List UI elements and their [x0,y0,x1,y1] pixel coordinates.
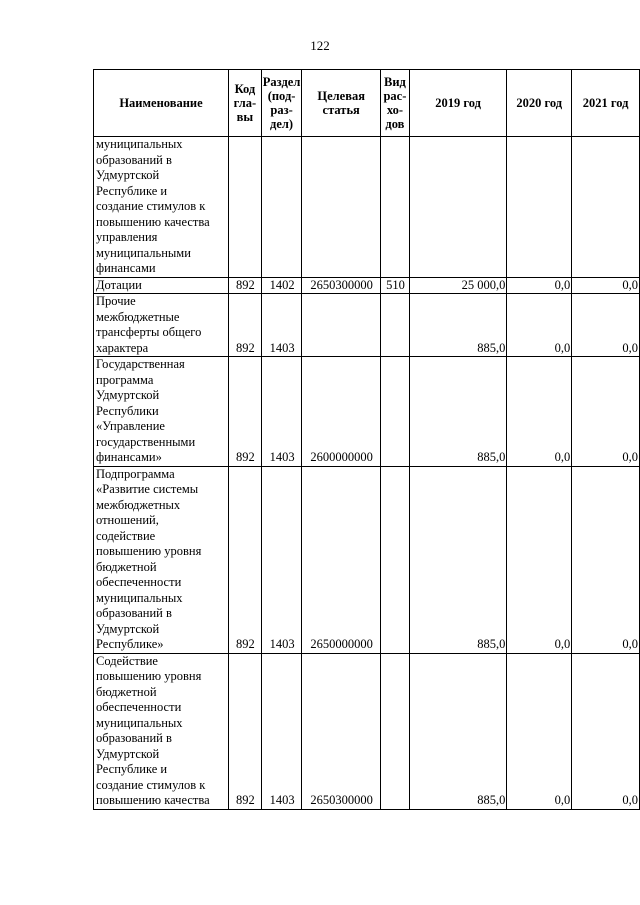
page-number: 122 [310,38,330,53]
row-section: 1403 [261,466,302,653]
row-value-2019: 885,0 [409,294,506,357]
row-chapter-code: 892 [229,653,262,809]
row-section: 1403 [261,357,302,467]
row-value-2019: 25 000,0 [409,277,506,294]
row-name: Государственная программа Удмуртской Республики «Управление государственными финансами» [94,357,229,467]
row-value-2020: 0,0 [507,357,572,467]
row-name: муниципальных образований в Удмуртской Республике и создание стимулов к повышению качества управления муниципальными финансами [94,137,229,278]
column-header-expense-type: Вид рас- хо- дов [380,70,409,137]
row-expense-type [380,466,409,653]
row-target-article: 2600000000 [302,357,381,467]
row-value-2021: 0,0 [572,466,640,653]
row-value-2020: 0,0 [507,294,572,357]
row-target-article: 2650300000 [302,277,381,294]
row-value-2021: 0,0 [572,653,640,809]
column-header-chapter-code: Код гла- вы [229,70,262,137]
row-target-article [302,137,381,278]
row-target-article: 2650300000 [302,653,381,809]
row-name: Подпрограмма «Развитие системы межбюджетных отношений, содействие повышению уровня бюджетной обеспеченности муниципальных образований в Удмуртской Республике» [94,466,229,653]
table-row [94,137,640,278]
row-section [261,137,302,278]
row-target-article [302,294,381,357]
column-header-target-article: Целевая статья [302,70,381,137]
row-value-2019: 885,0 [409,357,506,467]
row-value-2021: 0,0 [572,294,640,357]
row-value-2020: 0,0 [507,466,572,653]
row-expense-type [380,357,409,467]
row-expense-type [380,137,409,278]
row-target-article: 2650000000 [302,466,381,653]
table-row [94,277,640,294]
column-header-section: Раздел (под- раз- дел) [261,70,302,137]
row-value-2020: 0,0 [507,653,572,809]
row-value-2019 [409,137,506,278]
row-chapter-code: 892 [229,277,262,294]
table-row [94,653,640,809]
row-value-2021: 0,0 [572,277,640,294]
row-value-2020: 0,0 [507,277,572,294]
row-section: 1402 [261,277,302,294]
budget-table [93,69,640,810]
row-name: Дотации [94,277,229,294]
table-header-row [94,70,640,137]
row-section: 1403 [261,653,302,809]
row-value-2021: 0,0 [572,357,640,467]
row-expense-type [380,653,409,809]
row-name: Прочие межбюджетные трансферты общего характера [94,294,229,357]
row-section: 1403 [261,294,302,357]
table-row [94,466,640,653]
row-chapter-code [229,137,262,278]
row-value-2019: 885,0 [409,466,506,653]
column-header-2019: 2019 год [409,70,506,137]
column-header-2020: 2020 год [507,70,572,137]
column-header-name: Наименование [94,70,229,137]
row-chapter-code: 892 [229,466,262,653]
row-expense-type [380,294,409,357]
row-name: Содействие повышению уровня бюджетной обеспеченности муниципальных образований в Удмуртской Республике и создание стимулов к повышению качества [94,653,229,809]
table-row [94,294,640,357]
column-header-2021: 2021 год [572,70,640,137]
table-row [94,357,640,467]
row-value-2021 [572,137,640,278]
row-expense-type: 510 [380,277,409,294]
row-value-2019: 885,0 [409,653,506,809]
row-chapter-code: 892 [229,357,262,467]
row-value-2020 [507,137,572,278]
row-chapter-code: 892 [229,294,262,357]
